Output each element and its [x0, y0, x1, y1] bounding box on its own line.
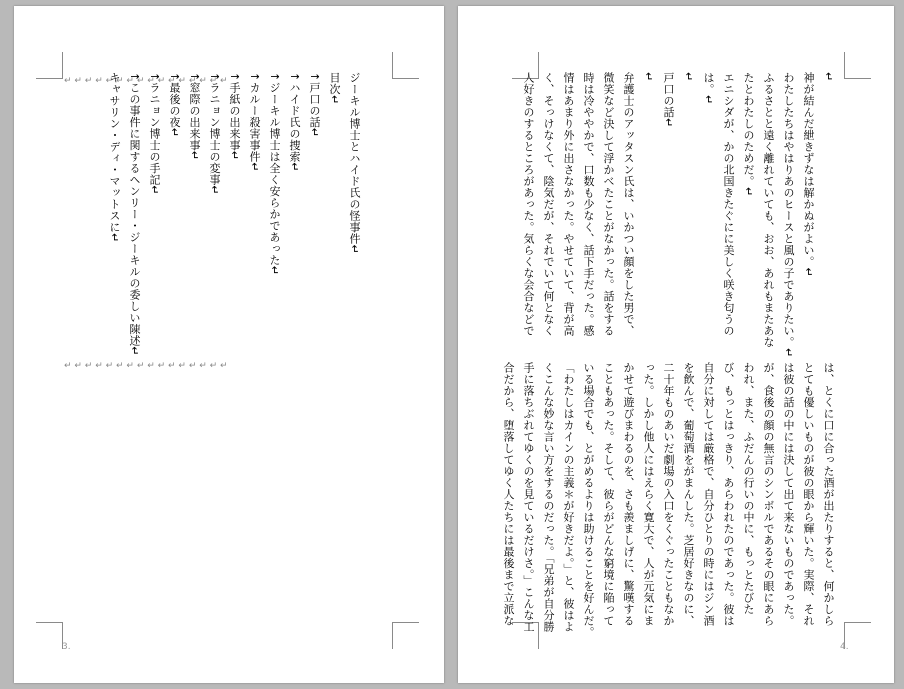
text-line: ↑ラニョン博士の変事↵: [208, 72, 221, 195]
text-line: ↑ハイド氏の捜索↵: [288, 72, 301, 172]
text-line: く、そっけなくて、陰気だが、それでいて何となく: [542, 72, 555, 337]
crop-mark-top-right: [392, 52, 419, 79]
crop-mark-top-left: [36, 52, 63, 79]
text-line: ジーキル博士とハイド氏の怪事件↵: [348, 72, 361, 255]
text-line: ↵: [642, 72, 655, 82]
text-line: は、とくに口に合った酒が出たりすると、何かしら: [822, 362, 835, 627]
text-line: くこんな妙な言い方をするのだった。「兄弟が自分勝: [542, 362, 555, 633]
text-line: 合だから、堕落してゆく人たちには最後まで立派な: [502, 362, 515, 627]
crop-mark-top-right: [844, 52, 871, 79]
text-line: 自分に対しては厳格で、自分ひとりの時にはジン酒: [702, 362, 715, 627]
page-number: 4.: [840, 642, 849, 652]
text-line: ↑この事件に関するヘンリー・ジーキルの委しい陳述↵: [128, 72, 141, 356]
text-line: キャサリン・ディ・マットスに↵: [108, 72, 121, 243]
text-line: 目次↵: [328, 72, 341, 105]
paragraph-marks-top: ↵ ↵ ↵ ↵ ↵ ↵ ↵ ↵ ↵ ↵ ↵ ↵ ↵ ↵ ↵ ↵: [64, 76, 228, 86]
text-line: は彼の話の中には決して出て来ないものであった。: [782, 362, 795, 627]
page-text-table-of-contents[interactable]: [108, 72, 364, 362]
text-line: ↵: [682, 72, 695, 82]
text-line: 「わたしはカインの主義＊が好きだよ。」と、彼はよ: [562, 362, 575, 633]
text-line: 微笑など決して浮かべたことがなかった。話をする: [602, 72, 615, 337]
page-text-bottom-block[interactable]: [502, 362, 838, 638]
document-page-4: [458, 6, 894, 683]
paragraph-marks-middle: ↵ ↵ ↵ ↵ ↵ ↵ ↵ ↵ ↵ ↵ ↵ ↵ ↵ ↵ ↵ ↵: [64, 361, 228, 371]
text-line: ↑カルー殺害事件↵: [248, 72, 261, 172]
text-line: 人好きのするところがあった。気らくな会合などで: [522, 72, 535, 337]
text-line: は。↵: [702, 72, 715, 105]
text-line: 情はあまり外に出さなかった。やせていて、背が高: [562, 72, 575, 337]
text-line: いる場合でも、とがめるよりは助けることを好んだ。: [582, 362, 595, 638]
text-line: われ、また、ふだんの行いの中に、もっとたびた: [742, 362, 755, 615]
text-line: ↵: [822, 72, 835, 82]
text-line: を飲んで、葡萄酒をがまんした。芝居好きなのに、: [682, 362, 695, 627]
text-line: ↑戸口の話↵: [308, 72, 321, 138]
text-line: たとわたしのためだ。↵: [742, 72, 755, 197]
text-line: び、もっとはっきり、あらわれたのであった。彼は: [722, 362, 735, 627]
text-line: ↑最後の夜↵: [168, 72, 181, 138]
text-line: かせて遊びまわるのを、さも羨ましげに、驚嘆する: [622, 362, 635, 627]
text-line: とても優しいものが彼の眼から輝いた。実際、それ: [802, 362, 815, 627]
text-line: こともあった。そして、彼らがどんな窮境に陥って: [602, 362, 615, 627]
text-line: が、食後の顔の無言のシンボルであるその眼にあら: [762, 362, 775, 627]
text-line: ↑ジーキル博士は全く安らかであった↵: [268, 72, 281, 276]
text-line: 神が結んだ紲きずなは解かぬがよい。↵: [802, 72, 815, 278]
text-line: 弁護士のアッタスン氏は、いかつい顔をした男で、: [622, 72, 635, 337]
text-line: わたしたちはやはりあのヒースと風の子でありたい。↵: [782, 72, 795, 358]
crop-mark-bottom-left: [36, 622, 63, 649]
text-line: ↑窓際の出来事↵: [188, 72, 201, 161]
text-line: 手に落ちぶれてゆくのを見ているだけさ。」こんな工: [522, 362, 535, 633]
text-line: 戸口の話↵: [662, 72, 675, 128]
crop-mark-bottom-right: [392, 622, 419, 649]
text-line: ↑手紙の出来事↵: [228, 72, 241, 161]
page-number: 3.: [62, 642, 71, 652]
text-line: エニシダが、かの北国きたぐにに美しく咲き匂うの: [722, 72, 735, 337]
document-page-3: [14, 6, 444, 683]
text-line: 時は冷ややかで、口数も少なく、話下手だった。感: [582, 72, 595, 337]
text-line: った。しかし他人にはえらく寛大で、人が元気にま: [642, 362, 655, 627]
page-text-top-block[interactable]: [522, 72, 838, 358]
text-line: ふるさとと遠く離れていても、おお、あれもまたあな: [762, 72, 775, 348]
text-line: 二十年ものあいだ劇場の入口をくぐったこともなか: [662, 362, 675, 627]
text-line: ↑ラニョン博士の手記↵: [148, 72, 161, 195]
